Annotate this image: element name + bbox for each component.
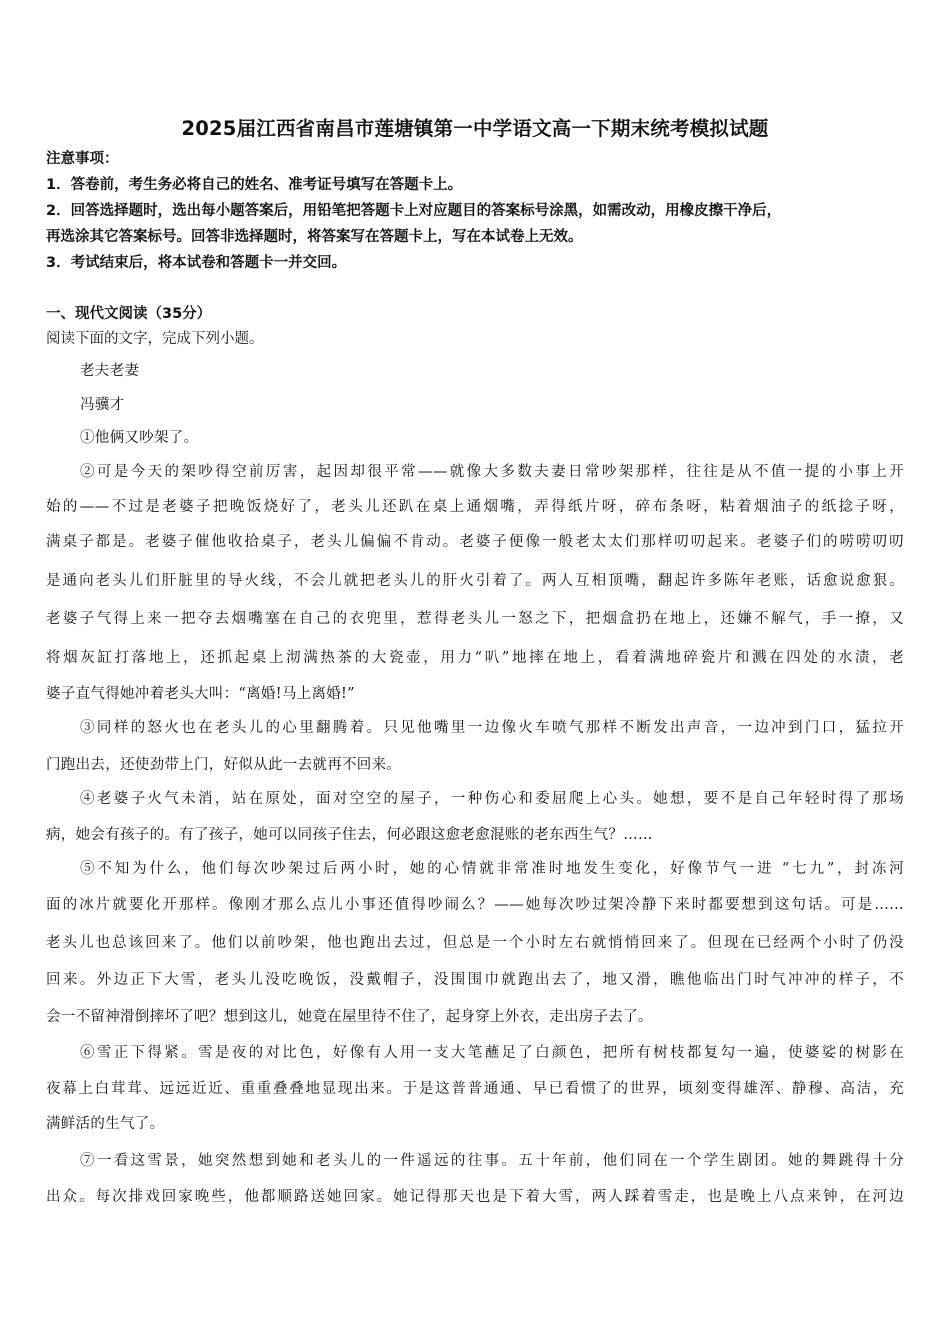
notice-line: 3．考试结束后，将本试卷和答题卡一并交回。 bbox=[46, 255, 347, 271]
text-line: 满鲜活的生气了。 bbox=[46, 1116, 165, 1132]
text-line: 夜幕上白茸茸、远远近近、重重叠叠地显现出来。于是这普普通通、早已看惯了的世界，顷刻变得雄浑、静穆、高洁，充 bbox=[46, 1081, 904, 1097]
text-line: 面的冰片就要化开那样。像刚才那么点儿小事还值得吵闹么？——她每次吵过架冷静下来时都要想到这句话。可是…… bbox=[46, 897, 904, 913]
article-title: 老夫老妻 bbox=[80, 363, 140, 379]
text-line: 满桌子都是。老婆子催他收拾桌子，老头儿偏偏不肯动。老婆子便像一般老太太们那样叨叨起来。老婆子们的唠唠叨叨 bbox=[46, 534, 904, 550]
text-line: ⑦一看这雪景，她突然想到她和老头儿的一件遥远的往事。五十年前，他们同在一个学生剧团。她的舞跳得十分 bbox=[80, 1153, 904, 1169]
notice-heading: 注意事项： bbox=[46, 151, 119, 167]
text-line: ⑥雪正下得紧。雪是夜的对比色，好像有人用一支大笔蘸足了白颜色，把所有树枝都复勾一遍，使婆娑的树影在 bbox=[80, 1045, 904, 1061]
text-line: ④老婆子火气未消，站在原处，面对空空的屋子，一种伤心和委屈爬上心头。她想，要不是自己年轻时得了那场 bbox=[80, 791, 904, 807]
text-line: 老头儿也总该回来了。他们以前吵架，他也跑出去过，但总是一个小时左右就悄悄回来了。但现在已经两个小时了仍没 bbox=[46, 935, 904, 951]
notice-line: 1．答卷前，考生务必将自己的姓名、准考证号填写在答题卡上。 bbox=[46, 177, 463, 193]
text-line: 门跑出去，还使劲带上门，好似从此一去就再不回来。 bbox=[46, 757, 402, 773]
page-title: 2025届江西省南昌市莲塘镇第一中学语文高一下期末统考模拟试题 bbox=[181, 117, 769, 140]
notice-line: 再选涂其它答案标号。回答非选择题时，将答案写在答题卡上，写在本试卷上无效。 bbox=[46, 229, 583, 245]
text-line: 出众。每次排戏回家晚些，他都顺路送她回家。她记得那天也是下着大雪，两人踩着雪走，也是晚上八点来钟，在河边 bbox=[46, 1189, 904, 1205]
text-line: 回来。外边正下大雪，老头儿没吃晚饭，没戴帽子，没围围巾就跑出去了，地又滑，瞧他临出门时气冲冲的样子，不 bbox=[46, 972, 904, 988]
text-line: 婆子直气得她冲着老头大叫：“离婚!马上离婚!” bbox=[46, 686, 355, 702]
text-line: 是通向老头儿们肝脏里的导火线，不会儿就把老头儿的肝火引着了。两人互相顶嘴，翻起许多陈年老账，话愈说愈狠。 bbox=[46, 573, 904, 589]
text-line: 将烟灰缸打落地上，还抓起桌上沏满热茶的大瓷壶，用力“叭”地摔在地上，看着满地碎瓷片和溅在四处的水渍，老 bbox=[46, 650, 904, 666]
text-line: ②可是今天的架吵得空前厉害，起因却很平常——就像大多数夫妻日常吵架那样，往往是从不值一提的小事上开 bbox=[80, 464, 904, 480]
notice-line: 2．回答选择题时，选出每小题答案后，用铅笔把答题卡上对应题目的答案标号涂黑，如需改动，用橡皮擦干净后， bbox=[46, 203, 782, 219]
text-line: 始的——不过是老婆子把晚饭烧好了，老头儿还趴在桌上通烟嘴，弄得纸片呀，碎布条呀，粘着烟油子的纸捻子呀， bbox=[46, 499, 904, 515]
text-line: 病，她会有孩子的。有了孩子，她可以同孩子住去，何必跟这愈老愈混账的老东西生气？…… bbox=[46, 827, 653, 843]
text-line: ①他俩又吵架了。 bbox=[80, 430, 199, 446]
section-intro: 阅读下面的文字，完成下列小题。 bbox=[46, 331, 264, 347]
text-line: ⑤不知为什么，他们每次吵架过后两小时，她的心情就非常准时地发生变化，好像节气一进 “七九”，封冻河 bbox=[80, 861, 904, 877]
section-heading: 一、现代文阅读（35分） bbox=[46, 306, 212, 322]
text-line: ③同样的怒火也在老头儿的心里翻腾着。只见他嘴里一边像火车喷气那样不断发出声音，一边冲到门口，猛拉开 bbox=[80, 720, 904, 736]
text-line: 会一不留神滑倒摔坏了吧？想到这儿，她竟在屋里待不住了，起身穿上外衣，走出房子去了。 bbox=[46, 1009, 653, 1025]
text-line: 老婆子气得上来一把夺去烟嘴塞在自己的衣兜里，惹得老头儿一怒之下，把烟盒扔在地上，还嫌不解气，手一撩，又 bbox=[46, 611, 904, 627]
article-author: 冯骥才 bbox=[80, 397, 125, 413]
